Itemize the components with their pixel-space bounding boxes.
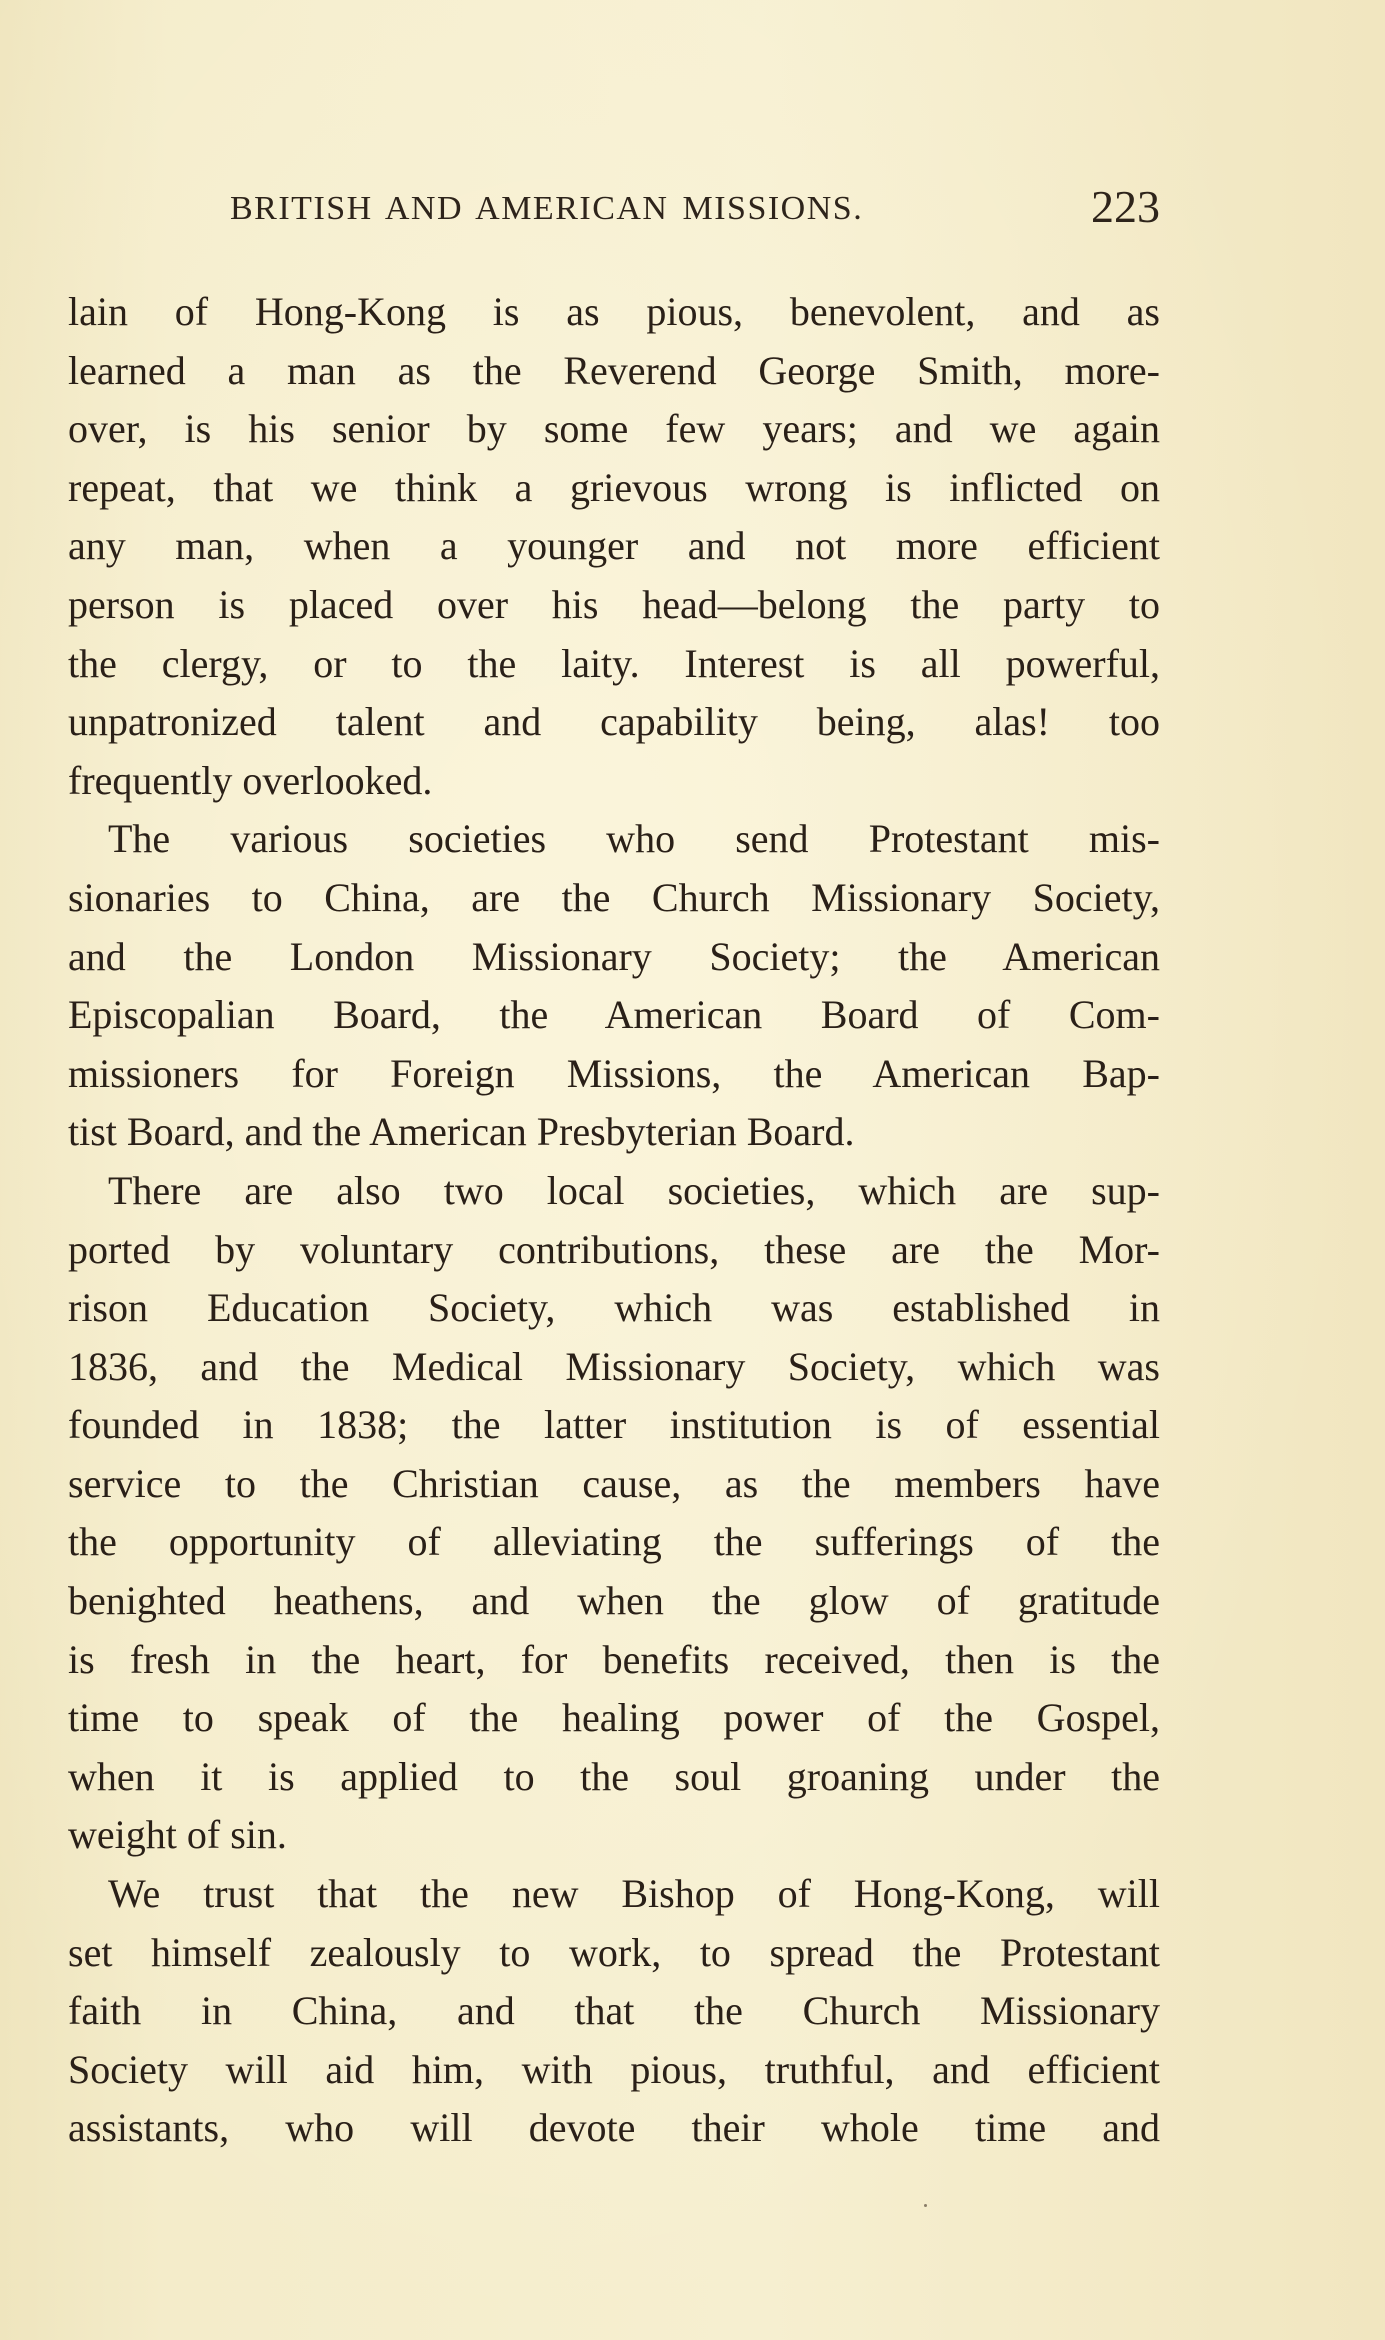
text-line: tist Board, and the American Presbyterian Board. <box>68 1109 855 1155</box>
text-line: frequently overlooked. <box>68 757 433 803</box>
text-line: any man, when a younger and not more efficient <box>68 523 1160 569</box>
paragraph-start: We trust that the new Bishop of Hong-Kong, will <box>108 1871 1160 1917</box>
text-line: lain of Hong-Kong is as pious, benevolent, and as <box>68 289 1160 334</box>
page-number: 223 <box>1091 181 1160 232</box>
text-line: ported by voluntary contributions, these are the Mor- <box>68 1226 1160 1272</box>
text-line: benighted heathens, and when the glow of gratitude <box>68 1578 1160 1624</box>
text-line: unpatronized talent and capability being, alas! too <box>68 699 1160 745</box>
text-line: is fresh in the heart, for benefits received, then is the <box>68 1636 1160 1682</box>
text-line: person is placed over his head—belong the party to <box>68 581 1160 627</box>
text-line: Episcopalian Board, the American Board of Com- <box>68 992 1160 1038</box>
text-line: faith in China, and that the Church Missionary <box>68 1988 1160 2034</box>
text-line: Society will aid him, with pious, truthful, and efficient <box>68 2046 1160 2092</box>
paragraph-start: The various societies who send Protestant mis- <box>108 816 1160 862</box>
text-line: repeat, that we think a grievous wrong is inflicted on <box>68 464 1160 510</box>
text-line: when it is applied to the soul groaning under the <box>68 1753 1160 1799</box>
text-line: weight of sin. <box>68 1812 287 1858</box>
text-line: assistants, who will devote their whole time and <box>68 2105 1160 2151</box>
paragraph-start: There are also two local societies, which are sup- <box>108 1167 1160 1213</box>
body-text <box>68 283 1160 2158</box>
text-line: the clergy, or to the laity. Interest is all powerful, <box>68 640 1160 686</box>
text-line: over, is his senior by some few years; and we again <box>68 406 1160 452</box>
text-line: missioners for Foreign Missions, the American Bap- <box>68 1050 1160 1096</box>
text-line: the opportunity of alleviating the sufferings of the <box>68 1519 1160 1565</box>
text-line: learned a man as the Reverend George Smith, more- <box>68 347 1160 393</box>
text-line: service to the Christian cause, as the members have <box>68 1460 1160 1506</box>
text-line: set himself zealously to work, to spread the Protestant <box>68 1929 1160 1975</box>
text-line: 1836, and the Medical Missionary Society, which was <box>68 1343 1160 1389</box>
paper-speck <box>924 2204 927 2207</box>
text-line: founded in 1838; the latter institution is of essential <box>68 1402 1160 1448</box>
running-head: BRITISH AND AMERICAN MISSIONS. <box>230 190 864 227</box>
text-line: and the London Missionary Society; the American <box>68 933 1160 979</box>
text-line: sionaries to China, are the Church Missionary Society, <box>68 874 1160 920</box>
page-header <box>230 180 1160 240</box>
text-line: rison Education Society, which was established in <box>68 1285 1160 1331</box>
text-line: time to speak of the healing power of the Gospel, <box>68 1695 1160 1741</box>
